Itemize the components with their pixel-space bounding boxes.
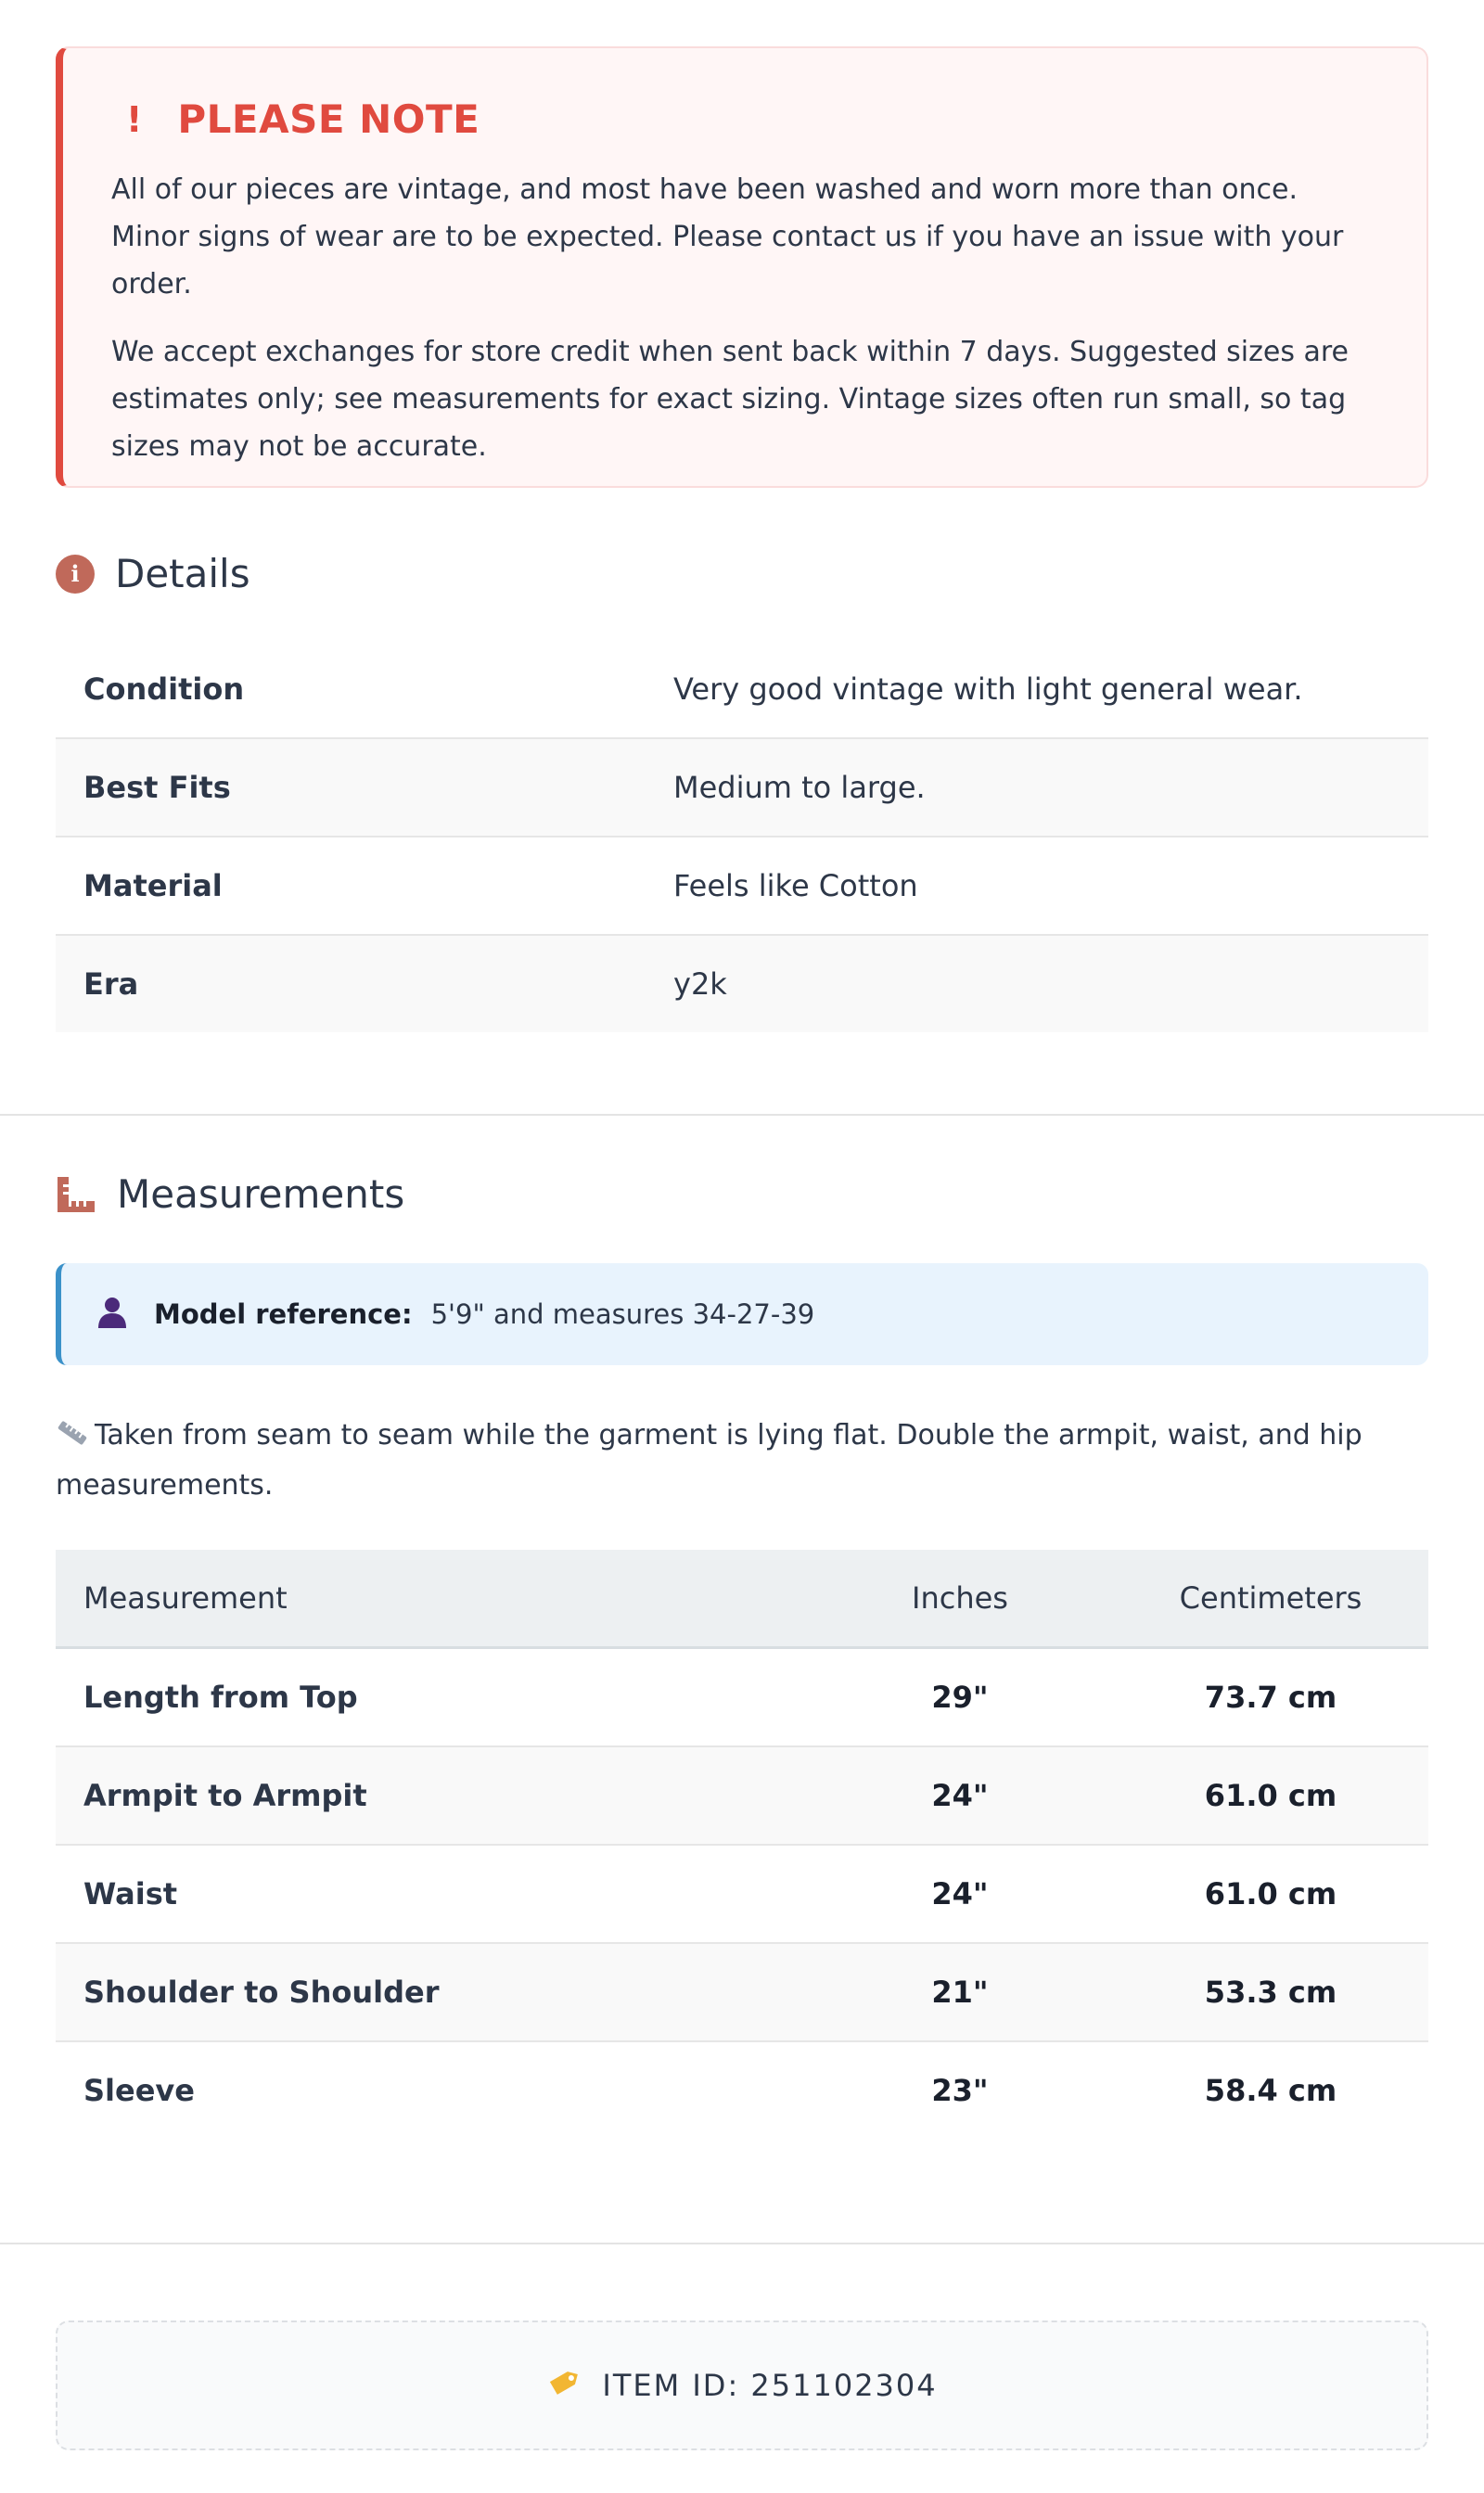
measurement-cm: 73.7 cm [1204,1680,1337,1715]
details-label: Best Fits [83,770,231,805]
section-divider [0,1114,1484,1116]
details-value: y2k [673,966,727,1002]
measurements-title: Measurements [117,1171,405,1217]
model-reference-box [56,1263,1428,1365]
note-header [126,96,1380,142]
details-title: Details [115,551,250,596]
model-reference-label: Model reference: [154,1298,413,1330]
details-label: Era [83,966,139,1002]
item-id-label: ITEM ID: 251102304 [602,2368,938,2403]
model-reference-value: 5'9" and measures 34-27-39 [430,1298,815,1330]
details-row [56,739,1428,837]
measurement-cm: 58.4 cm [1204,2073,1337,2108]
details-value: Feels like Cotton [673,868,918,903]
info-icon: i [56,555,95,594]
column-header-measurement: Measurement [83,1580,288,1616]
details-label: Condition [83,671,245,707]
ruler-pencil-icon [56,1414,89,1462]
note-paragraph-1: All of our pieces are vintage, and most have been washed and worn more than once. Minor signs of wear are to be expected. Please contact us if you have an issue with your order. [111,173,1344,300]
measurement-note [56,1412,1428,1509]
table-row [56,1649,1428,1747]
details-header [56,551,1428,596]
measurement-cm: 61.0 cm [1204,1876,1337,1911]
column-header-inches: Inches [912,1580,1008,1616]
measurements-header [56,1171,1428,1217]
measurement-note-text: Taken from seam to seam while the garment is lying flat. Double the armpit, waist, and hip measurements. [56,1419,1362,1502]
details-row [56,837,1428,936]
details-label: Material [83,868,223,903]
details-row [56,936,1428,1032]
measurement-inches: 21" [931,1975,989,2010]
details-value: Very good vintage with light general wear. [673,671,1303,707]
measurement-name: Armpit to Armpit [83,1778,367,1813]
measurement-inches: 24" [931,1876,989,1911]
table-row [56,1846,1428,1944]
column-header-centimeters: Centimeters [1179,1580,1362,1616]
table-header-row [56,1550,1428,1649]
note-title: PLEASE NOTE [177,96,480,142]
exclamation-icon: ! [126,98,143,140]
details-value: Medium to large. [673,770,926,805]
measurement-name: Shoulder to Shoulder [83,1975,440,2010]
measurement-name: Sleeve [83,2073,195,2108]
measurement-inches: 23" [931,2073,989,2108]
measurement-inches: 24" [931,1778,989,1813]
measurement-cm: 53.3 cm [1204,1975,1337,2010]
details-row [56,641,1428,739]
details-table [56,641,1428,1032]
ruler-icon [56,1175,96,1214]
measurements-table [56,1550,1428,2139]
note-paragraph-2: We accept exchanges for store credit when sent back within 7 days. Suggested sizes are estimates only; see measurements for exact sizing. Vintage sizes often run small, so tag sizes may not be accurate. [111,336,1350,463]
item-id-box [56,2320,1428,2450]
please-note-box [56,46,1428,488]
table-row [56,2042,1428,2139]
measurement-name: Length from Top [83,1680,358,1715]
tag-icon [546,2365,583,2406]
measurement-name: Waist [83,1876,178,1911]
person-icon [96,1295,128,1335]
table-row [56,1944,1428,2042]
section-divider [0,2243,1484,2244]
measurement-cm: 61.0 cm [1204,1778,1337,1813]
measurement-inches: 29" [931,1680,989,1715]
table-row [56,1747,1428,1846]
